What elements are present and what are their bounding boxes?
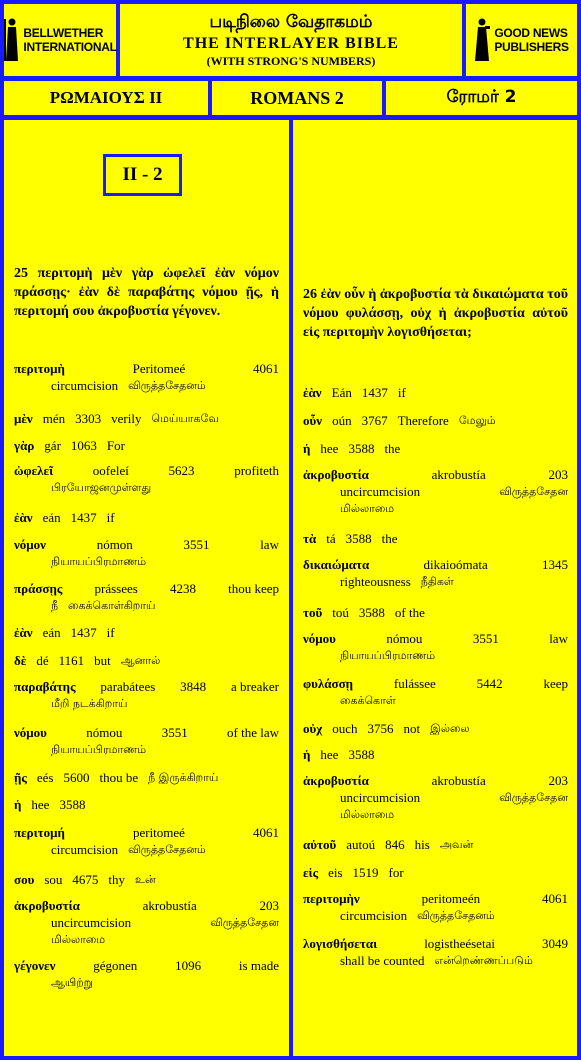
- greek-word: σου: [14, 872, 35, 887]
- tamil-gloss: கைக்கொள்: [340, 694, 396, 707]
- transliteration: logistheésetai: [424, 936, 495, 951]
- title-subtitle: (WITH STRONG'S NUMBERS): [206, 54, 376, 68]
- tamil-gloss: மேலும்: [458, 414, 496, 427]
- english-gloss: righteousness: [340, 574, 411, 589]
- word-entry: [303, 864, 568, 881]
- word-entry: [14, 652, 279, 669]
- word-entry: [14, 624, 279, 641]
- transliteration: akrobustía: [142, 898, 197, 913]
- word-entry: [303, 412, 568, 429]
- strongs-number: 3551: [183, 537, 210, 552]
- transliteration: nómou: [86, 725, 123, 740]
- title-block: [120, 4, 462, 76]
- strongs-number: 3588: [358, 605, 385, 620]
- strongs-number: 3049: [542, 936, 568, 951]
- greek-word: ἐὰν: [14, 510, 33, 525]
- word-entry: [14, 871, 279, 888]
- transliteration: Peritomeé: [132, 361, 186, 376]
- strongs-number: 4061: [541, 891, 568, 906]
- greek-word: ὠφελεῖ: [14, 463, 54, 478]
- strongs-number: 1437: [361, 385, 388, 400]
- strongs-number: 5442: [476, 676, 503, 691]
- transliteration: autoú: [346, 837, 376, 852]
- word-entry: [14, 678, 279, 712]
- title-tamil: படிநிலை வேதாகமம்: [209, 12, 373, 32]
- transliteration: hee: [320, 441, 339, 456]
- greek-word: οὖν: [303, 413, 323, 428]
- tamil-gloss: விருத்தசேதனம்: [128, 379, 206, 392]
- bellwether-logo: [4, 4, 116, 76]
- tamil-gloss: நியாயப்பிரமாணம்: [340, 649, 436, 662]
- english-gloss: law: [260, 537, 279, 552]
- good-news-logo: [466, 4, 577, 76]
- english-gloss: for: [388, 865, 404, 880]
- greek-word: αὐτοῦ: [303, 837, 337, 852]
- greek-word: ἐὰν: [14, 625, 33, 640]
- tamil-gloss: மீறி நடக்கிறாய்: [51, 697, 128, 710]
- strongs-number: 1063: [70, 438, 97, 453]
- strongs-number: 203: [548, 467, 568, 482]
- word-entry: [303, 384, 568, 401]
- strongs-number: 1096: [175, 958, 202, 973]
- tamil-gloss: ஆனால்: [120, 654, 161, 667]
- english-gloss: thy: [108, 872, 126, 887]
- english-gloss: uncircumcision: [340, 484, 421, 499]
- tamil-gloss: நீ: [51, 599, 59, 612]
- word-entry: [303, 890, 568, 924]
- word-entry: [303, 604, 568, 621]
- word-entry: [14, 360, 279, 394]
- english-gloss: a breaker: [231, 679, 279, 694]
- strongs-number: 3848: [180, 679, 207, 694]
- greek-word: ἀκροβυστία: [303, 773, 369, 788]
- strongs-number: 1437: [70, 625, 97, 640]
- book-tamil: ரோமர் 2: [386, 81, 577, 115]
- strongs-number: 1161: [58, 653, 85, 668]
- greek-word: νόμον: [14, 537, 46, 552]
- english-gloss: circumcision: [51, 842, 119, 857]
- shepherd-figure-icon: [3, 17, 19, 63]
- greek-word: ἡ: [303, 441, 311, 456]
- tamil-gloss: நியாயப்பிரமாணம்: [51, 555, 147, 568]
- transliteration: nómon: [96, 537, 133, 552]
- greek-word: δικαιώματα: [303, 557, 370, 572]
- greek-word: ἀκροβυστία: [303, 467, 369, 482]
- greek-word: ἡ: [303, 747, 311, 762]
- greek-word: περιτομὴν: [303, 891, 360, 906]
- transliteration: eis: [328, 865, 343, 880]
- tamil-gloss: விருத்தசேதன: [499, 791, 568, 804]
- greek-word: οὐχ: [303, 721, 323, 736]
- english-gloss: verily: [111, 411, 142, 426]
- word-entry: [14, 536, 279, 570]
- english-gloss: Therefore: [397, 413, 449, 428]
- transliteration: hee: [31, 797, 50, 812]
- greek-word: παραβάτης: [14, 679, 76, 694]
- english-gloss: shall be counted: [340, 953, 425, 968]
- word-entry: [303, 440, 568, 457]
- word-entry: [303, 720, 568, 737]
- word-entry: [14, 462, 279, 496]
- english-gloss: circumcision: [51, 378, 119, 393]
- strongs-number: 4061: [253, 825, 279, 840]
- word-entry: [303, 935, 568, 969]
- strongs-number: 1519: [352, 865, 379, 880]
- english-gloss: if: [397, 385, 406, 400]
- transliteration: nómou: [386, 631, 423, 646]
- greek-word: γέγονεν: [14, 958, 56, 973]
- strongs-number: 3588: [59, 797, 86, 812]
- word-entry: [303, 630, 568, 664]
- tamil-gloss: நியாயப்பிரமாணம்: [51, 743, 147, 756]
- transliteration: oún: [332, 413, 352, 428]
- tamil-gloss-cont: கைக்கொள்கிறாய்: [68, 599, 156, 612]
- word-entry: [303, 772, 568, 823]
- english-gloss: of the: [394, 605, 425, 620]
- word-entry: [14, 897, 279, 948]
- greek-word: τὰ: [303, 531, 317, 546]
- english-gloss: law: [549, 631, 568, 646]
- transliteration: akrobustía: [431, 773, 486, 788]
- strongs-number: 5600: [63, 770, 90, 785]
- greek-word: τοῦ: [303, 605, 323, 620]
- strongs-number: 3588: [345, 531, 372, 546]
- english-gloss: thou be: [99, 770, 139, 785]
- transliteration: peritomeén: [421, 891, 481, 906]
- strongs-number: 4675: [72, 872, 99, 887]
- english-gloss: his: [414, 837, 430, 852]
- tamil-gloss: விருத்தசேதன: [499, 485, 568, 498]
- strongs-number: 846: [385, 837, 405, 852]
- tamil-gloss: அவன்: [439, 838, 474, 851]
- transliteration: hee: [320, 747, 339, 762]
- word-entry: [14, 509, 279, 526]
- chapter-label: II - 2: [103, 154, 182, 196]
- transliteration: eán: [42, 510, 61, 525]
- transliteration: eés: [36, 770, 54, 785]
- transliteration: Eán: [331, 385, 352, 400]
- greek-word: ῇς: [14, 770, 27, 785]
- tamil-gloss: விருத்தசேதனம்: [128, 843, 206, 856]
- verse-25-text: 25 περιτομὴ μὲν γὰρ ὠφελεῖ ἐὰν νόμον πράσσῃς· ἐὰν δὲ παραβάτης νόμου ῇς, ἡ περιτομή σου ἀκροβυστία γέγονεν.: [14, 266, 279, 319]
- word-entry: [14, 410, 279, 427]
- english-gloss: but: [94, 653, 111, 668]
- word-entry: [303, 556, 568, 590]
- transliteration: eán: [42, 625, 61, 640]
- greek-word: ἡ: [14, 797, 22, 812]
- greek-word: εἰς: [303, 865, 319, 880]
- english-gloss: circumcision: [340, 908, 408, 923]
- transliteration: toú: [332, 605, 349, 620]
- strongs-number: 4061: [252, 361, 279, 376]
- english-gloss: the: [381, 531, 398, 546]
- tamil-gloss: நீ இருக்கிறாய்: [148, 771, 219, 784]
- word-entry: [303, 746, 568, 763]
- right-logo-line1: GOOD NEWS: [494, 26, 568, 40]
- tamil-gloss: விருத்தசேதன: [210, 916, 279, 929]
- english-gloss: keep: [543, 676, 568, 691]
- strongs-number: 1437: [70, 510, 97, 525]
- left-logo-line1: BELLWETHER: [23, 26, 104, 40]
- greek-word: νόμου: [14, 725, 47, 740]
- word-entry: [14, 796, 279, 813]
- word-entry: [14, 437, 279, 454]
- strongs-number: 3551: [472, 631, 499, 646]
- tamil-gloss: விருத்தசேதனம்: [417, 909, 495, 922]
- transliteration: peritomeé: [132, 825, 185, 840]
- word-entry: [14, 769, 279, 786]
- tamil-gloss: உன்: [135, 873, 156, 886]
- english-gloss: uncircumcision: [340, 790, 421, 805]
- english-gloss: if: [106, 510, 115, 525]
- strongs-number: 5623: [168, 463, 195, 478]
- strongs-number: 3551: [161, 725, 188, 740]
- english-gloss: if: [106, 625, 115, 640]
- english-gloss: the: [384, 441, 401, 456]
- strongs-number: 3756: [367, 721, 394, 736]
- tamil-gloss-cont: மில்லாமை: [340, 502, 395, 515]
- word-entry: [14, 824, 279, 858]
- tamil-gloss: நீதிகள்: [420, 575, 454, 588]
- strongs-number: 1345: [542, 557, 568, 572]
- tamil-gloss: ஆயிற்று: [51, 976, 93, 989]
- word-entry: [14, 724, 279, 758]
- left-logo-line2: INTERNATIONAL: [23, 40, 117, 54]
- english-gloss: profiteth: [234, 463, 279, 478]
- strongs-number: 203: [259, 898, 279, 913]
- english-gloss: For: [106, 438, 125, 453]
- greek-word: νόμου: [303, 631, 336, 646]
- transliteration: dé: [36, 653, 49, 668]
- greek-word: ἀκροβυστία: [14, 898, 80, 913]
- greek-word: περιτομή: [14, 825, 65, 840]
- word-entry: [303, 675, 568, 709]
- transliteration: ouch: [332, 721, 358, 736]
- right-logo-line2: PUBLISHERS: [494, 40, 569, 54]
- tamil-gloss-cont: மில்லாமை: [51, 933, 106, 946]
- book-greek: ΡΩΜΑΙΟΥΣ II: [4, 81, 208, 115]
- strongs-number: 3767: [361, 413, 388, 428]
- greek-word: δὲ: [14, 653, 27, 668]
- word-entry: [303, 530, 568, 547]
- title-english: THE INTERLAYER BIBLE: [183, 35, 399, 52]
- transliteration: parabátees: [100, 679, 156, 694]
- book-english: ROMANS 2: [212, 81, 382, 115]
- greek-word: ἐὰν: [303, 385, 322, 400]
- english-gloss: is made: [238, 958, 279, 973]
- greek-word: φυλάσσῃ: [303, 676, 354, 691]
- preacher-figure-icon: [474, 17, 490, 63]
- english-gloss: of the law: [227, 725, 279, 740]
- word-entry: [14, 580, 279, 614]
- transliteration: fulássee: [393, 676, 436, 691]
- greek-word: μὲν: [14, 411, 33, 426]
- transliteration: gár: [44, 438, 61, 453]
- tamil-gloss: இல்லை: [430, 722, 470, 735]
- transliteration: akrobustía: [431, 467, 486, 482]
- tamil-gloss: பிரயோஜனமுள்ளது: [51, 481, 152, 494]
- transliteration: prássees: [94, 581, 138, 596]
- strongs-number: 3303: [75, 411, 102, 426]
- transliteration: gégonen: [93, 958, 138, 973]
- english-gloss: not: [403, 721, 421, 736]
- tamil-gloss: மெய்யாகவே: [151, 412, 219, 425]
- verse-26-text: 26 ἐὰν οὖν ἡ ἀκροβυστία τὰ δικαιώματα τοῦ νόμου φυλάσσῃ, οὐχ ἡ ἀκροβυστία αὐτοῦ εἰς περιτομὴν λογισθήσεται;: [303, 287, 568, 340]
- tamil-gloss-cont: மில்லாமை: [340, 808, 395, 821]
- transliteration: dikaioómata: [423, 557, 488, 572]
- greek-word: πράσσῃς: [14, 581, 63, 596]
- word-entry: [303, 836, 568, 853]
- strongs-number: 4238: [169, 581, 196, 596]
- strongs-number: 3588: [348, 441, 375, 456]
- word-entry: [303, 466, 568, 517]
- tamil-gloss: என்றெண்ணப்படும்: [434, 954, 533, 967]
- greek-word: λογισθήσεται: [303, 936, 378, 951]
- strongs-number: 3588: [348, 747, 375, 762]
- strongs-number: 203: [548, 773, 568, 788]
- english-gloss: uncircumcision: [51, 915, 132, 930]
- word-entry: [14, 957, 279, 991]
- transliteration: sou: [44, 872, 63, 887]
- transliteration: oofeleí: [92, 463, 129, 478]
- transliteration: tá: [326, 531, 336, 546]
- greek-word: γὰρ: [14, 438, 35, 453]
- english-gloss: thou keep: [228, 581, 279, 596]
- transliteration: mén: [42, 411, 66, 426]
- greek-word: περιτομὴ: [14, 361, 65, 376]
